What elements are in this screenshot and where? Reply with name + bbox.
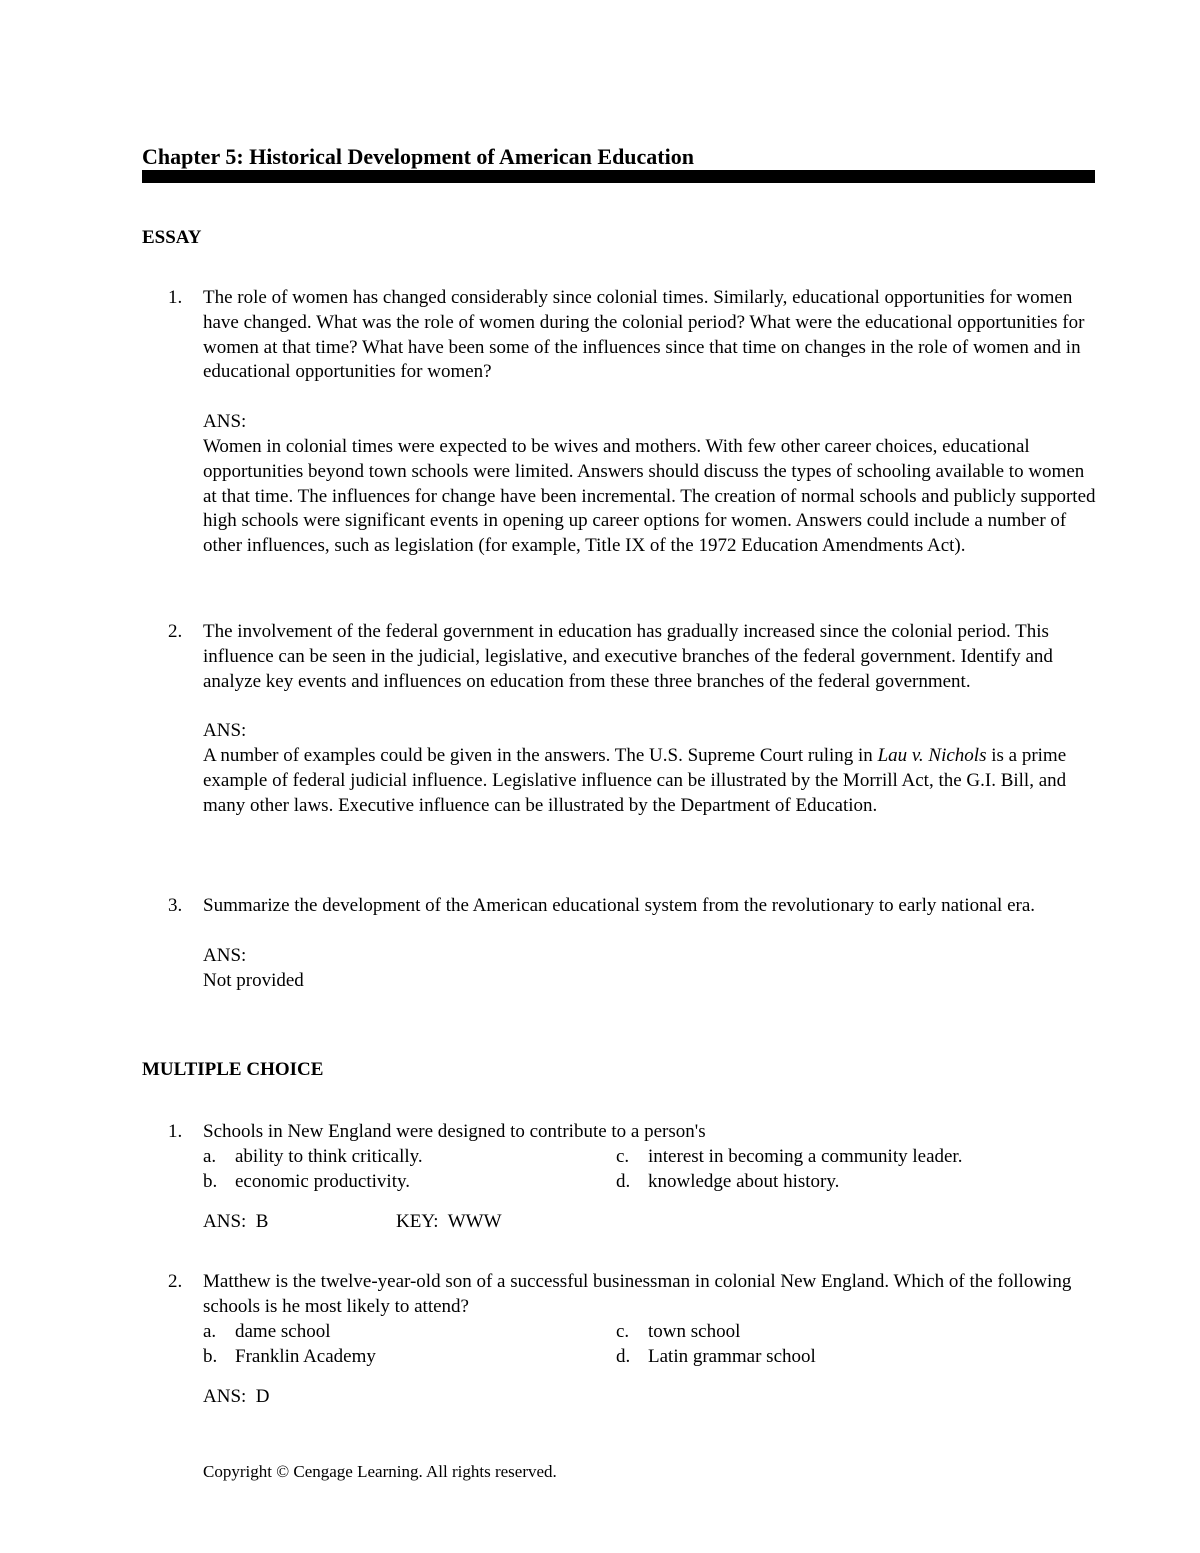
option-text: ability to think critically. [235, 1145, 423, 1167]
question-number: 1. [168, 287, 183, 308]
options [203, 1145, 1102, 1195]
answer-key: ANS: B [203, 1210, 269, 1232]
answer-text-post: is a prime example of federal judicial influence. Legislative influence can be illustrated by the Morrill Act, the G.I. Bill, and many other laws. Executive influence can be illustrated by the Department of Education. [203, 745, 1067, 816]
option-c [616, 1145, 962, 1170]
title-rule [142, 170, 1095, 183]
option-letter: b. [203, 1170, 218, 1192]
option-text: Franklin Academy [235, 1345, 376, 1367]
question-number: 3. [168, 895, 183, 916]
option-b [203, 1170, 410, 1195]
multiple-choice-heading: MULTIPLE CHOICE [142, 1059, 324, 1080]
copyright-footer: Copyright © Cengage Learning. All rights reserved. [203, 1462, 557, 1481]
essay-question-1 [142, 286, 1102, 559]
option-a [203, 1320, 331, 1345]
answer-text-pre: A number of examples could be given in the answers. The U.S. Supreme Court ruling in [203, 745, 878, 767]
essay-question-2 [142, 620, 1102, 819]
answer-line [203, 1385, 1102, 1410]
option-text: interest in becoming a community leader. [648, 1145, 963, 1167]
answer-text: Women in colonial times were expected to be wives and mothers. With few other career choices, educational opportunities beyond town schools were limited. Answers should discuss the types of schooling available to women at that time. The influences for change have been incremental. The creation of normal schools and publicly supported high schools were significant events in opening up career options for women. Answers could include a number of other influences, such as legislation (for example, Title IX of the 1972 Education Amendments Act). [203, 435, 1096, 557]
answer-key: ANS: D [203, 1385, 270, 1407]
question-number: 2. [168, 621, 183, 642]
answer-text [203, 744, 1098, 818]
option-text: economic productivity. [235, 1170, 410, 1192]
mc-question-2 [142, 1270, 1102, 1410]
option-letter: b. [203, 1345, 218, 1367]
question-stem: Schools in New England were designed to contribute to a person's [203, 1121, 706, 1142]
key-tag: KEY: WWW [396, 1210, 502, 1232]
essay-question-3 [142, 894, 1102, 993]
option-letter: d. [616, 1345, 631, 1367]
essay-heading: ESSAY [142, 227, 202, 248]
option-letter: d. [616, 1170, 631, 1192]
mc-question-1 [142, 1120, 1102, 1235]
answer-label: ANS: [203, 411, 247, 433]
question-stem: The role of women has changed considerably since colonial times. Similarly, educational opportunities for women have changed. What was the role of women during the colonial period? What were the educational opportunities for women at that time? What have been some of the influences since that time on changes in the role of women and in educational opportunities for women? [203, 287, 1085, 383]
option-a [203, 1145, 423, 1170]
option-d [616, 1345, 816, 1370]
question-stem: The involvement of the federal government in education has gradually increased since the colonial period. This influence can be seen in the judicial, legislative, and executive branches of the federal government. Identify and analyze key events and influences on education from these three branches of the federal government. [203, 621, 1053, 692]
option-letter: a. [203, 1320, 217, 1342]
option-letter: c. [616, 1320, 630, 1342]
option-b [203, 1345, 376, 1370]
answer-line [203, 1210, 1102, 1235]
question-number: 1. [168, 1121, 183, 1142]
options [203, 1320, 1102, 1370]
question-stem: Summarize the development of the American educational system from the revolutionary to early national era. [203, 895, 1036, 916]
option-text: town school [648, 1320, 741, 1342]
case-name: Lau v. Nichols [877, 745, 987, 767]
answer-label: ANS: [203, 944, 247, 966]
answer-label: ANS: [203, 720, 247, 742]
question-stem: Matthew is the twelve-year-old son of a successful businessman in colonial New England. Which of the following schools is he most likely to attend? [203, 1271, 1072, 1317]
option-letter: a. [203, 1145, 217, 1167]
question-number: 2. [168, 1271, 183, 1292]
option-text: dame school [235, 1320, 331, 1342]
option-text: Latin grammar school [648, 1345, 816, 1367]
option-c [616, 1320, 740, 1345]
answer-text: Not provided [203, 969, 304, 991]
page-title: Chapter 5: Historical Development of American Education [142, 144, 694, 169]
option-letter: c. [616, 1145, 630, 1167]
option-text: knowledge about history. [648, 1170, 840, 1192]
option-d [616, 1170, 839, 1195]
